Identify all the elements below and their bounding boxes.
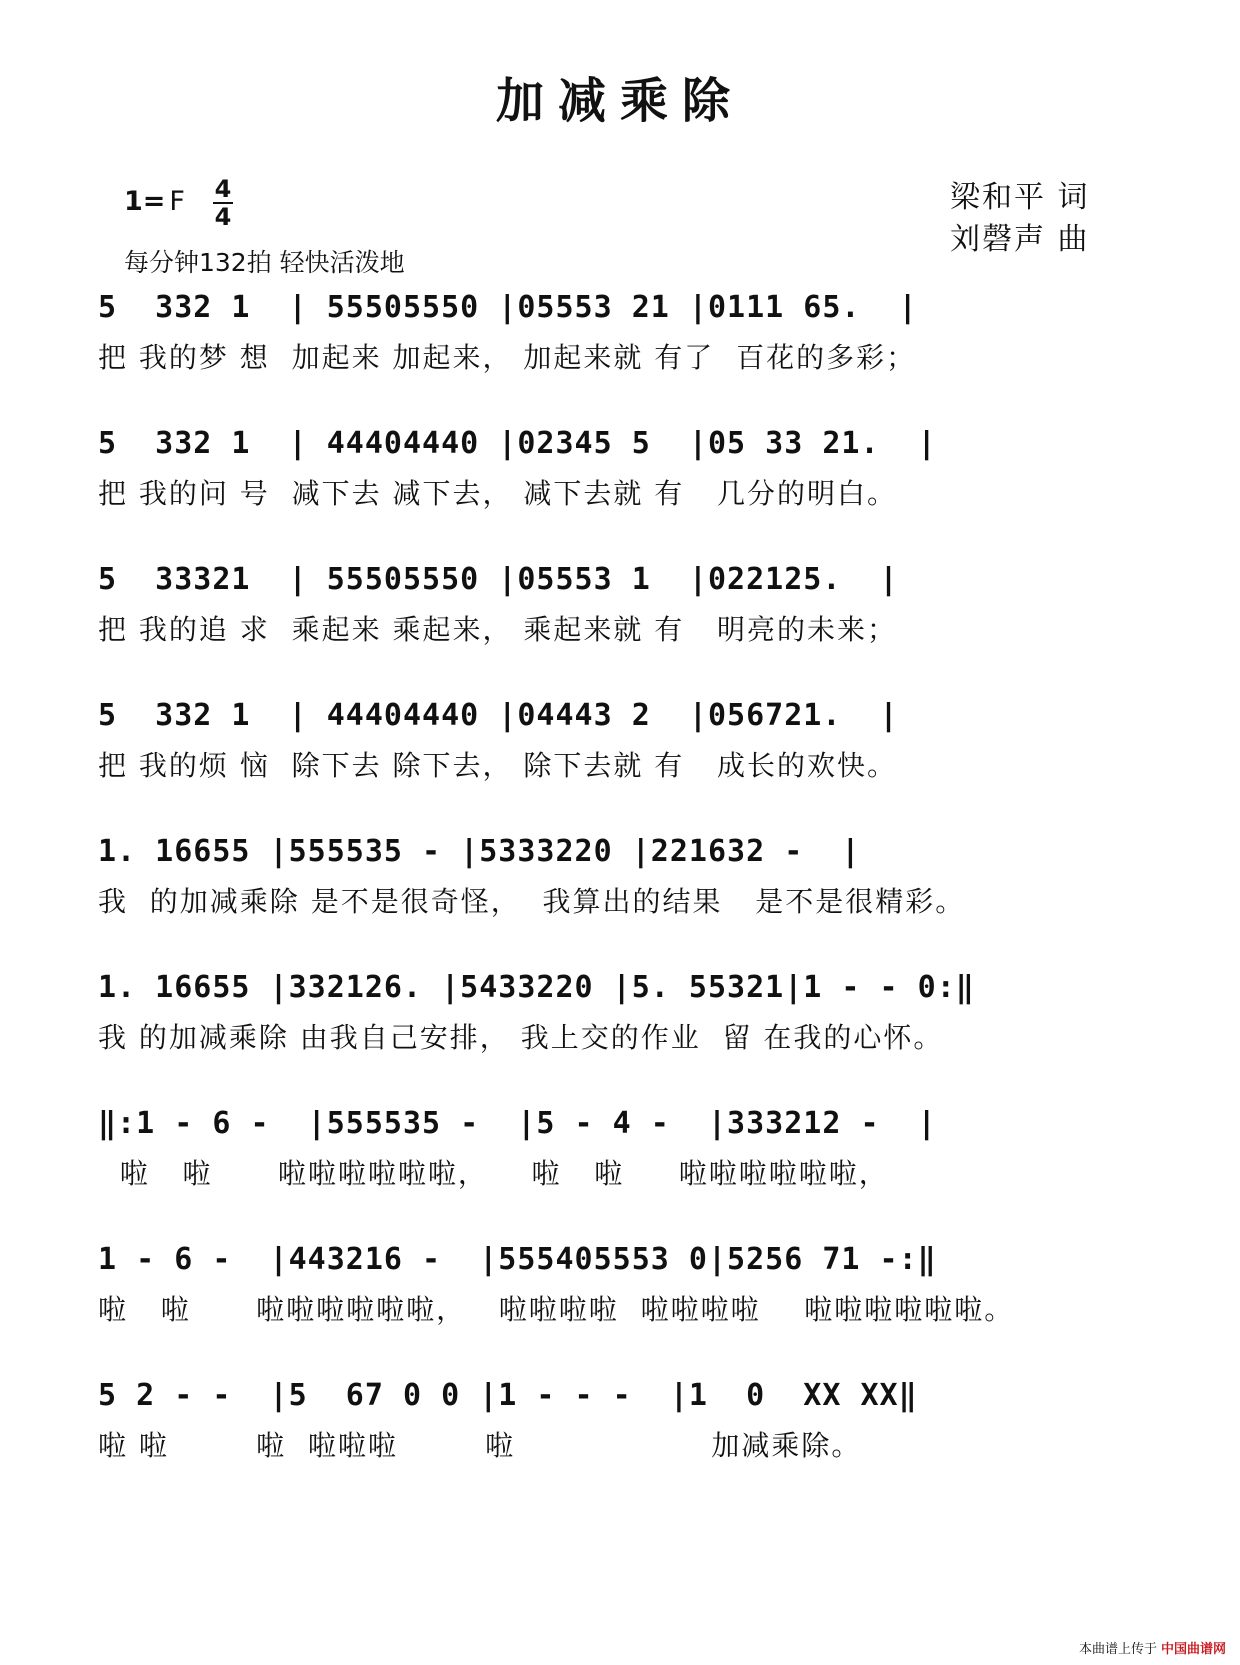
lyric-line: 啦 啦 啦啦啦啦啦啦， 啦啦啦啦 啦啦啦啦 啦啦啦啦啦啦。 [98, 1293, 1015, 1326]
score-row-4 [98, 698, 1150, 782]
notation-line: 5 2 - - |5 67 0 0 |1 - - - |1 0 XX XX‖ [98, 1378, 918, 1413]
score-row-6 [98, 970, 1150, 1054]
lyric-line: 啦 啦 啦 啦啦啦 啦 加减乘除。 [98, 1429, 862, 1462]
key-note: F [169, 186, 185, 217]
score-row-7 [98, 1106, 1150, 1190]
notation-line: 1. 16655 |332126. |5433220 |5. 55321|1 - - 0:‖ [98, 970, 975, 1005]
lyric-line: 我 的加减乘除 是不是很奇怪， 我算出的结果 是不是很精彩。 [98, 885, 966, 918]
notation-line: ‖:1 - 6 - |555535 - |5 - 4 - |333212 - | [98, 1106, 937, 1141]
lyric-line: 把 我的问 号 减下去 减下去， 减下去就 有 几分的明白。 [98, 477, 898, 510]
score-row-1 [98, 290, 1150, 374]
time-numerator: 4 [214, 175, 232, 203]
key-label: 1= [124, 186, 166, 217]
site-brand[interactable]: 中国曲谱网 [1160, 1642, 1226, 1657]
tempo-marking: 每分钟132拍 轻快活泼地 [124, 248, 405, 277]
notation-line: 5 332 1 | 44404440 |04443 2 |056721. | [98, 698, 899, 733]
notation-line: 1 - 6 - |443216 - |555405553 0|5256 71 -:‖ [98, 1242, 937, 1277]
score-row-8 [98, 1242, 1150, 1326]
score-row-3 [98, 562, 1150, 646]
lyric-line: 我 的加减乘除 由我自己安排， 我上交的作业 留 在我的心怀。 [98, 1021, 944, 1054]
score-row-5 [98, 834, 1150, 918]
score-row-2 [98, 426, 1150, 510]
score-row-9 [98, 1378, 1150, 1462]
key-signature [124, 186, 185, 217]
lyric-line: 把 我的追 求 乘起来 乘起来， 乘起来就 有 明亮的未来； [98, 613, 898, 646]
song-title: 加减乘除 [495, 73, 744, 129]
time-signature [211, 176, 235, 230]
lyric-line: 把 我的烦 恼 除下去 除下去， 除下去就 有 成长的欢快。 [98, 749, 898, 782]
notation-line: 5 332 1 | 55505550 |05553 21 |0111 65. | [98, 290, 918, 325]
time-denominator: 4 [214, 203, 232, 231]
footer-credit [1079, 1638, 1226, 1657]
notation-line: 1. 16655 |555535 - |5333220 |221632 - | [98, 834, 861, 869]
lyric-line: 把 我的梦 想 加起来 加起来， 加起来就 有了 百花的多彩； [98, 341, 917, 374]
notation-line: 5 33321 | 55505550 |05553 1 |022125. | [98, 562, 899, 597]
lyricist-credit: 梁和平 词 [950, 180, 1090, 215]
lyric-line: 啦 啦 啦啦啦啦啦啦， 啦 啦 啦啦啦啦啦啦， [98, 1157, 889, 1190]
footer-text: 本曲谱上传于 [1078, 1642, 1157, 1657]
notation-line: 5 332 1 | 44404440 |02345 5 |05 33 21. | [98, 426, 937, 461]
composer-credit: 刘磬声 曲 [950, 222, 1090, 257]
